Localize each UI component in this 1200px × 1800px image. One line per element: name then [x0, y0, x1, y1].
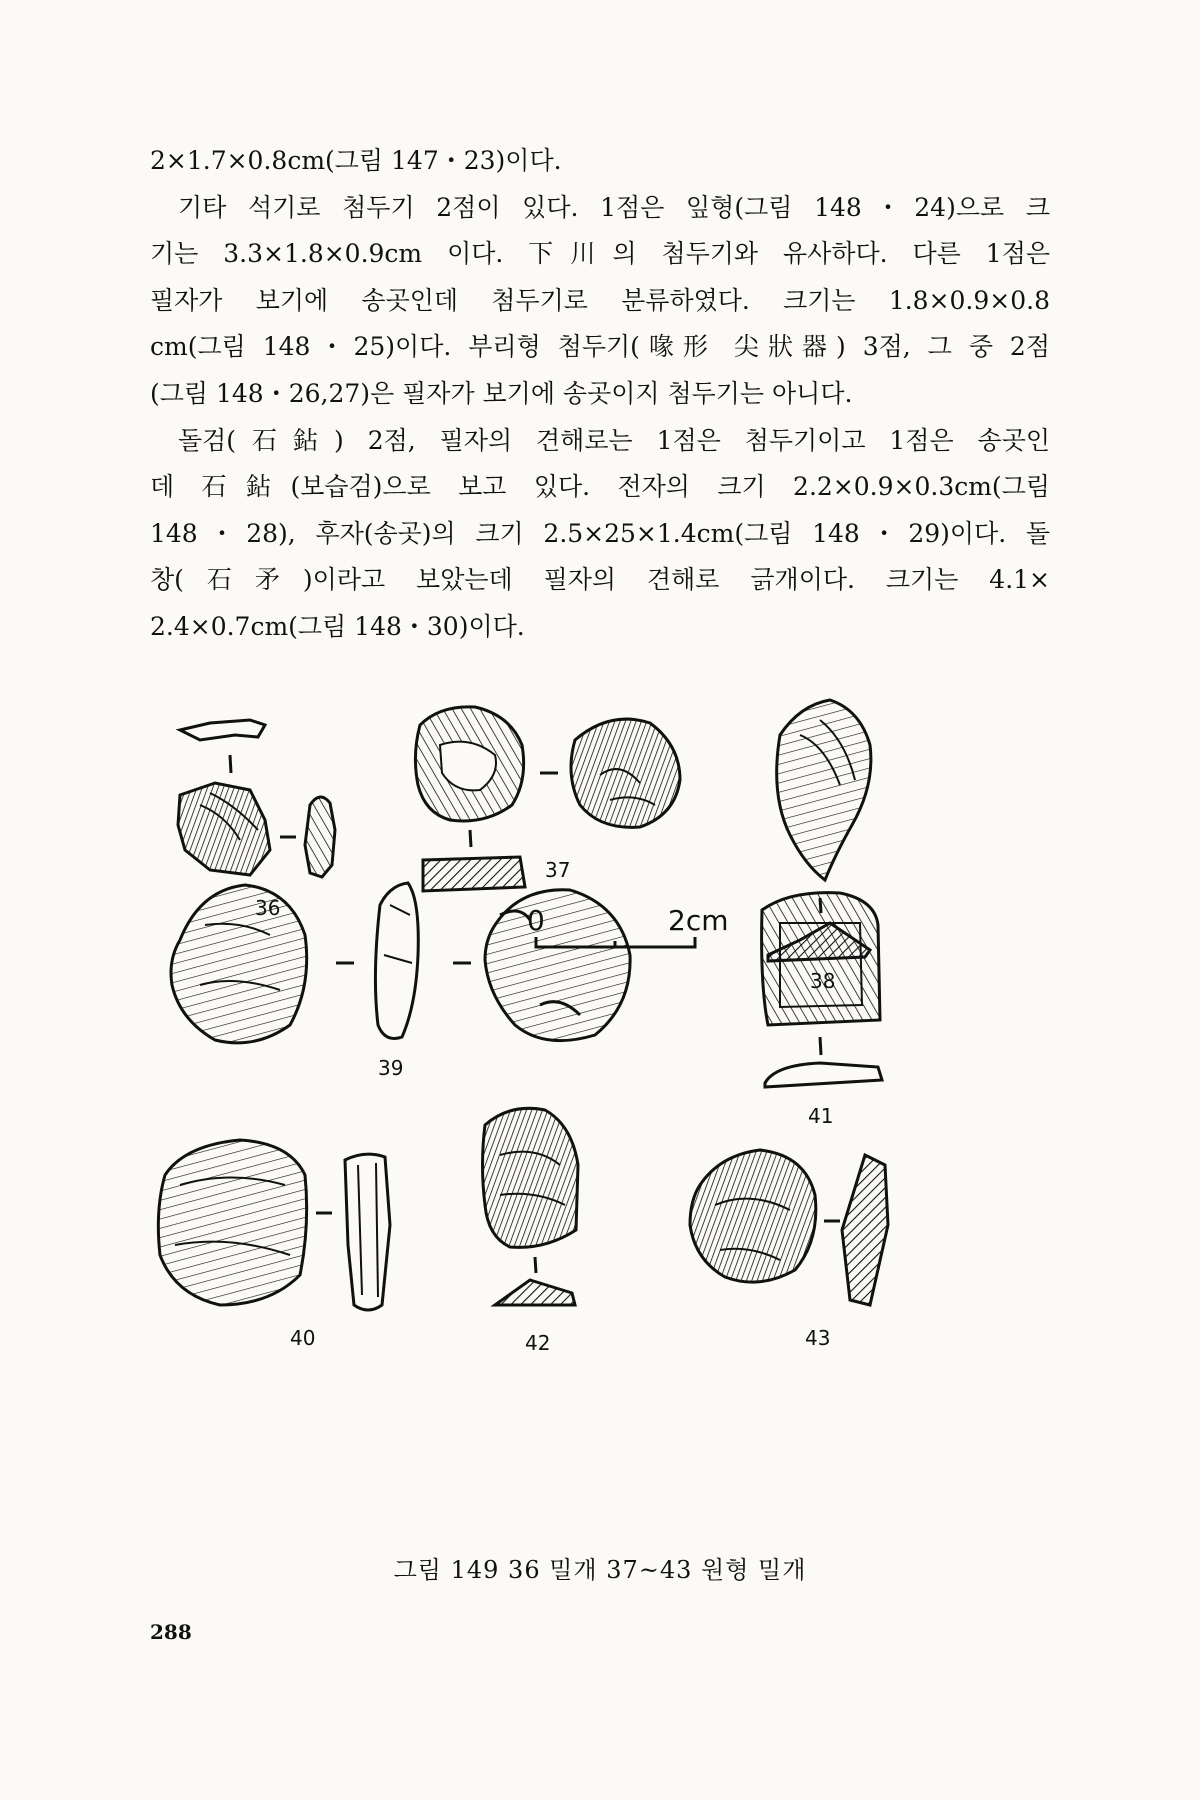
artifact-41: [762, 893, 882, 1128]
body-line: 필자가 보기에 송곳인데 첨두기로 분류하였다. 크기는 1.8×0.9×0.8: [150, 285, 1050, 315]
label-42: 42: [525, 1331, 551, 1355]
label-43: 43: [805, 1326, 831, 1350]
scale-max: 2cm: [668, 904, 729, 937]
body-line: cm(그림 148・25)이다. 부리형 첨두기(喙形 尖狀器) 3점, 그 중 2점: [150, 332, 1050, 362]
artifact-37: [415, 707, 680, 891]
label-37: 37: [545, 858, 571, 882]
artifact-42: [483, 1108, 579, 1355]
body-line: 기는 3.3×1.8×0.9cm 이다. 下川의 첨두기와 유사하다. 다른 1점은: [150, 239, 1050, 269]
body-line: (그림 148・26,27)은 필자가 보기에 송곳이지 첨두기는 아니다.: [150, 378, 853, 408]
artifact-40: [158, 1140, 390, 1350]
page-number: 288: [150, 1620, 192, 1644]
body-line: 창(石矛)이라고 보았는데 필자의 견해로 긁개이다. 크기는 4.1×: [150, 565, 1050, 595]
label-40: 40: [290, 1326, 316, 1350]
body-text: [150, 138, 1050, 651]
body-line: 데 石鉆(보습검)으로 보고 있다. 전자의 크기 2.2×0.9×0.3cm(그림: [150, 472, 1050, 502]
stone-tool-figure: [140, 665, 1040, 1525]
label-39: 39: [378, 1056, 404, 1080]
body-line: 148・28), 후자(송곳)의 크기 2.5×25×1.4cm(그림 148・29)이다. 돌: [150, 518, 1050, 548]
body-line: 2.4×0.7cm(그림 148・30)이다.: [150, 611, 525, 641]
figure-caption: 그림 149 36 밀개 37~43 원형 밀개: [393, 1556, 807, 1584]
body-line: 2×1.7×0.8cm(그림 147・23)이다.: [150, 146, 562, 175]
label-41: 41: [808, 1104, 834, 1128]
artifact-39: [171, 883, 630, 1080]
body-line: 기타 석기로 첨두기 2점이 있다. 1점은 잎형(그림 148・24)으로 크: [178, 192, 1050, 222]
body-line: 돌검(石鉆) 2점, 필자의 견해로는 1점은 첨두기이고 1점은 송곳인: [178, 425, 1050, 455]
artifact-43: [690, 1150, 888, 1350]
